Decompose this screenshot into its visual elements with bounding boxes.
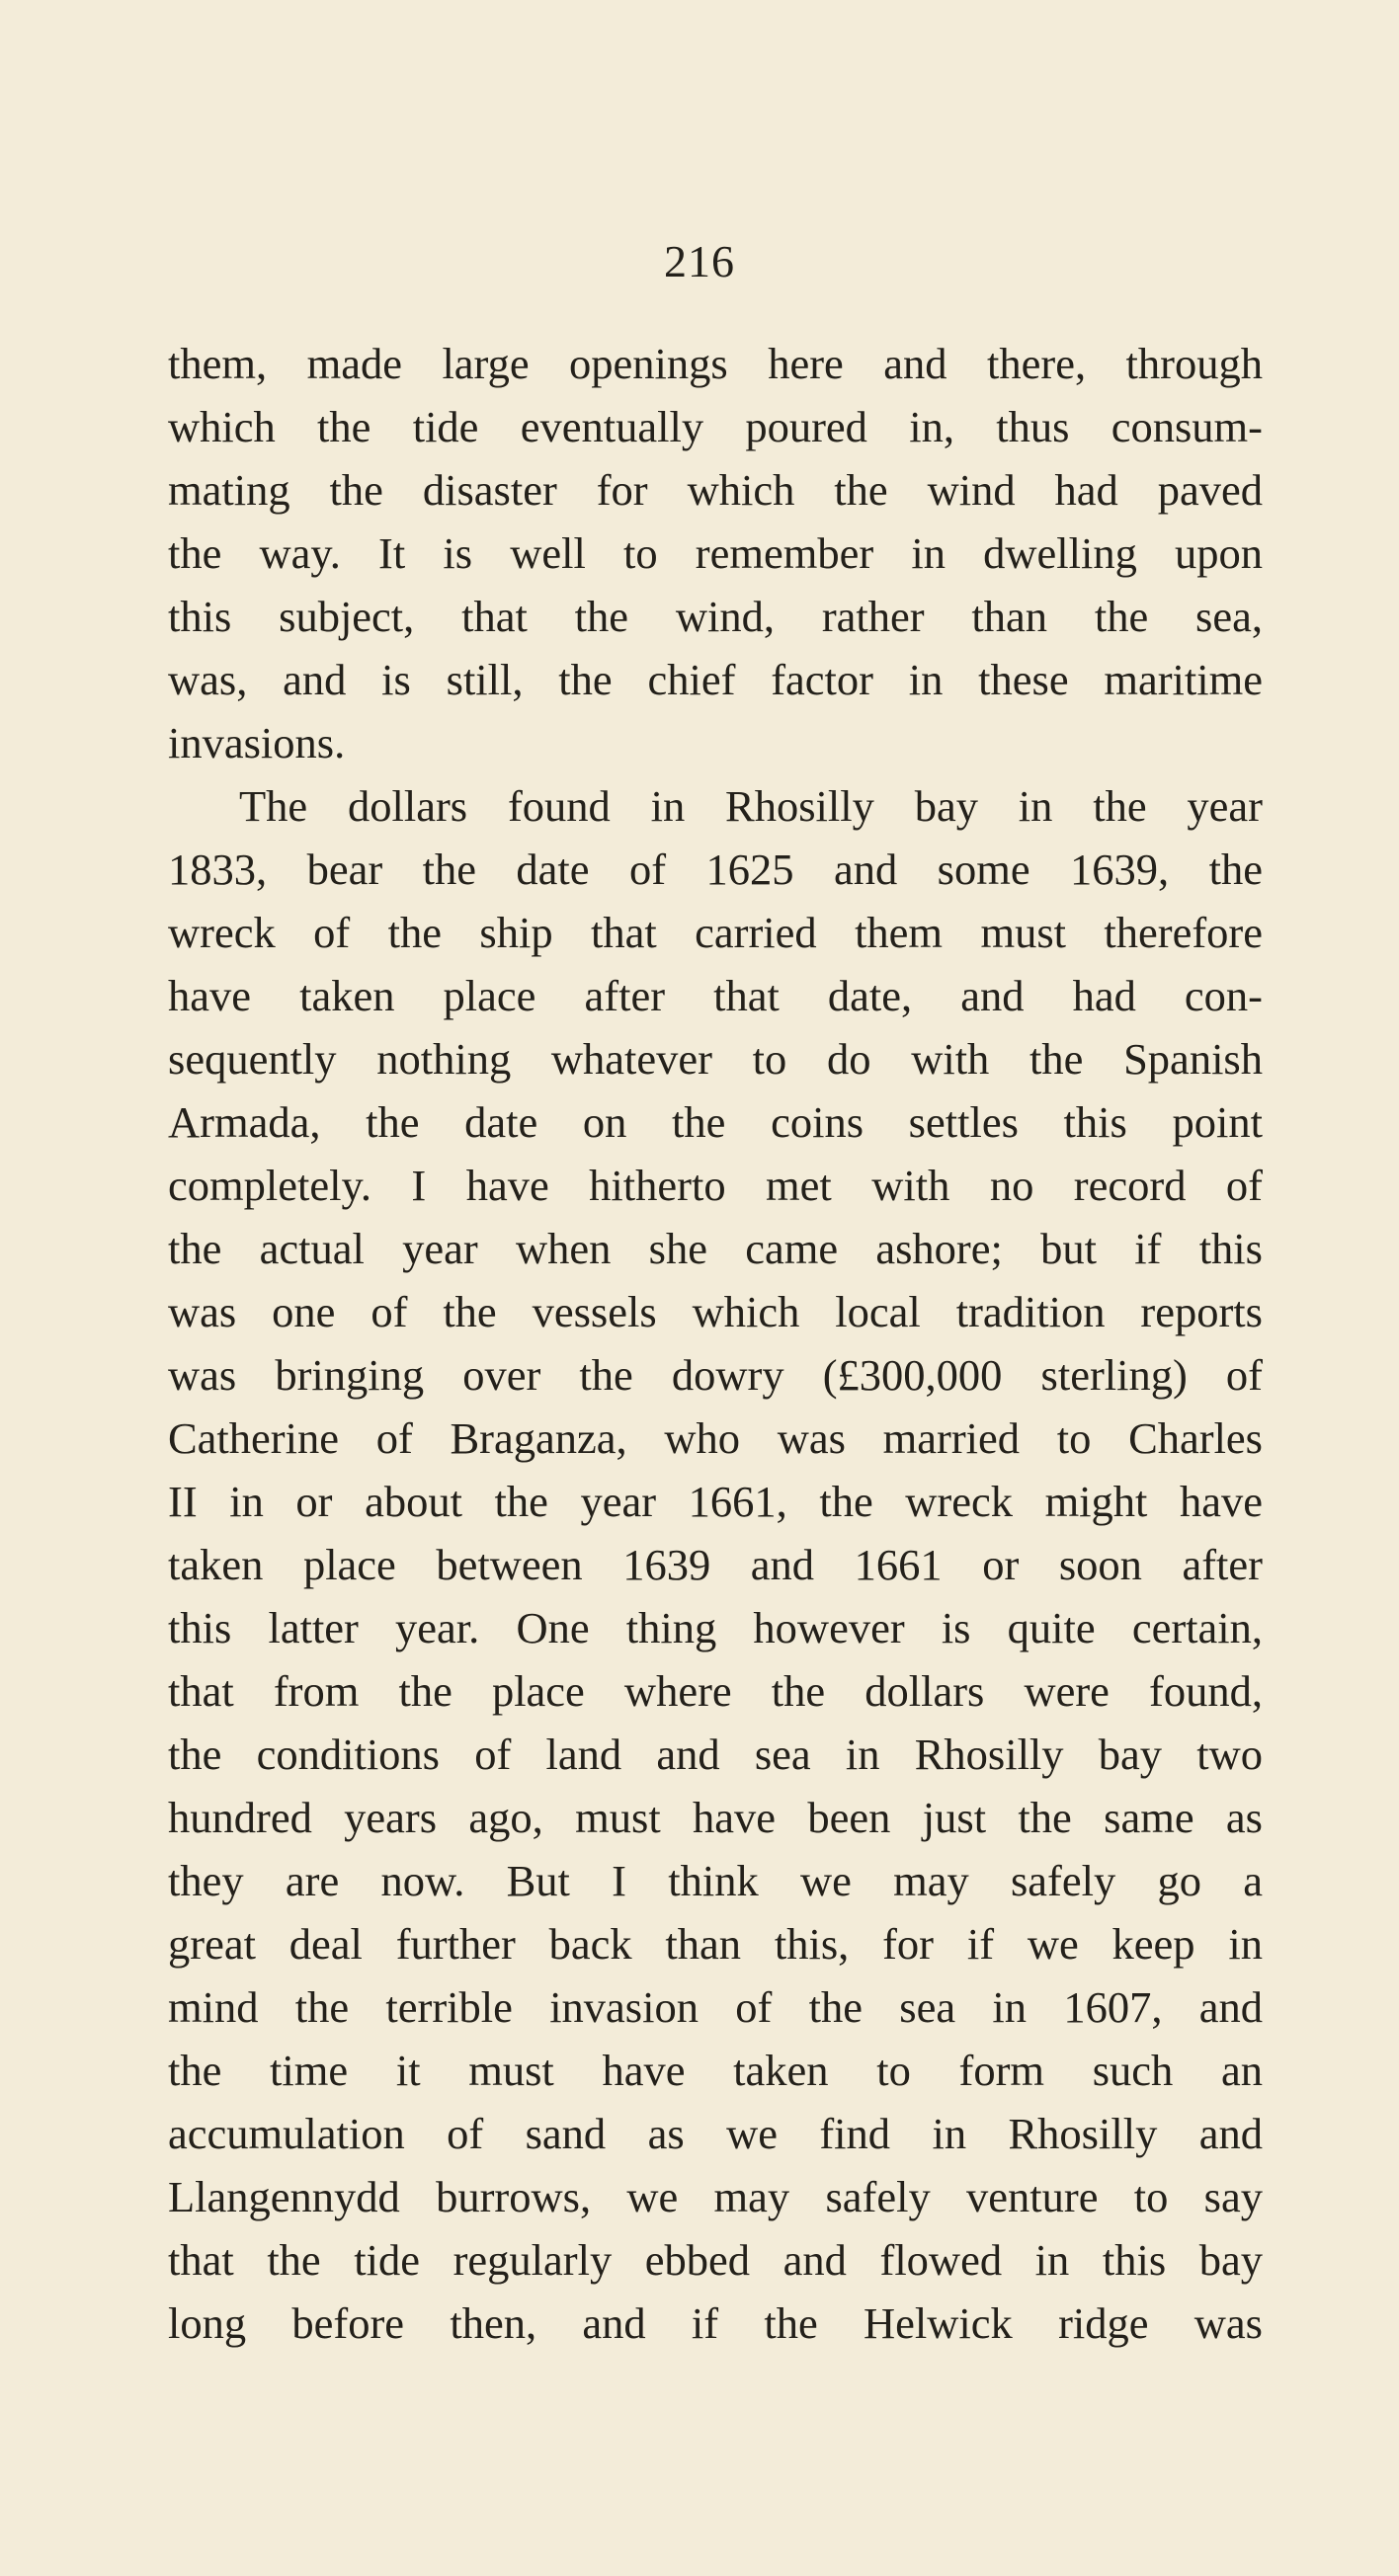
page-number: 216 xyxy=(664,236,735,286)
text-line: have taken place after that date, and had con- xyxy=(168,971,1263,1020)
text-line: II in or about the year 1661, the wreck might have xyxy=(168,1477,1263,1526)
text-line: which the tide eventually poured in, thus consum- xyxy=(168,402,1263,451)
text-line: completely. I have hitherto met with no record of xyxy=(168,1161,1263,1210)
text-line: this subject, that the wind, rather than the sea, xyxy=(168,592,1263,641)
paragraph-start-line: The dollars found in Rhosilly bay in the year xyxy=(239,781,1263,831)
text-line: that from the place where the dollars were found, xyxy=(168,1666,1263,1716)
text-line: accumulation of sand as we find in Rhosilly and xyxy=(168,2109,1263,2158)
text-line: this latter year. One thing however is quite certain, xyxy=(168,1603,1263,1652)
text-line: mind the terrible invasion of the sea in 1607, and xyxy=(168,1982,1263,2032)
text-line: was one of the vessels which local tradition reports xyxy=(168,1287,1263,1336)
text-line: they are now. But I think we may safely go a xyxy=(168,1856,1263,1905)
paragraph-end-line: invasions. xyxy=(168,718,346,767)
text-line: hundred years ago, must have been just the same as xyxy=(168,1793,1263,1842)
text-line: mating the disaster for which the wind had paved xyxy=(168,465,1263,515)
text-line: wreck of the ship that carried them must therefore xyxy=(168,908,1263,957)
text-line: long before then, and if the Helwick ridge was xyxy=(168,2298,1263,2348)
text-line: that the tide regularly ebbed and flowed in this bay xyxy=(168,2235,1263,2285)
text-line: Catherine of Braganza, who was married to Charles xyxy=(168,1413,1263,1463)
text-line: Llangennydd burrows, we may safely venture to say xyxy=(168,2172,1263,2221)
text-line: was bringing over the dowry (£300,000 sterling) of xyxy=(168,1350,1263,1400)
text-line: 1833, bear the date of 1625 and some 1639, the xyxy=(168,845,1263,894)
text-line: great deal further back than this, for if we keep in xyxy=(168,1919,1263,1969)
text-line: the actual year when she came ashore; but if this xyxy=(168,1224,1263,1273)
text-line: taken place between 1639 and 1661 or soon after xyxy=(168,1540,1263,1589)
text-line: the time it must have taken to form such an xyxy=(168,2046,1263,2095)
text-line: the way. It is well to remember in dwelling upon xyxy=(168,528,1263,578)
text-line: was, and is still, the chief factor in these maritime xyxy=(168,655,1263,704)
body-text xyxy=(168,332,1263,2355)
text-line: the conditions of land and sea in Rhosilly bay two xyxy=(168,1730,1263,1779)
text-line: sequently nothing whatever to do with the Spanish xyxy=(168,1034,1263,1084)
text-line: them, made large openings here and there, through xyxy=(168,339,1263,388)
text-line: Armada, the date on the coins settles this point xyxy=(168,1097,1263,1147)
